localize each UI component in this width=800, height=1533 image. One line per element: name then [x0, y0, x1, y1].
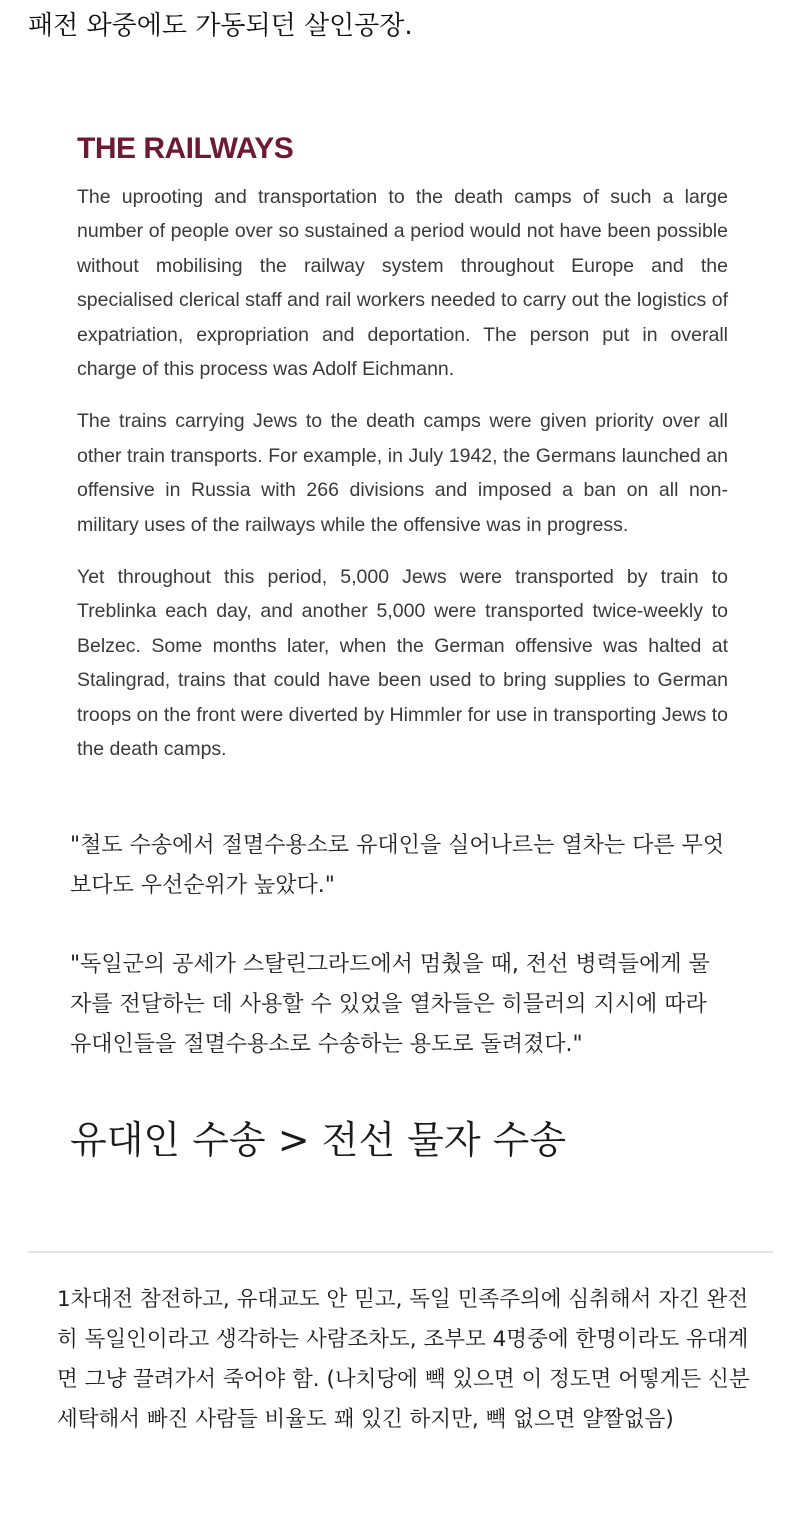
summary-headline: 유대인 수송 > 전선 물자 수송: [70, 1118, 567, 1162]
article-screenshot: [77, 128, 728, 767]
article-heading: THE RAILWAYS: [77, 132, 294, 165]
article-paragraph: The uprooting and transportation to the death camps of such a large number of people over so sustained a period would not have been possible without mobilising the railway system throughout Europe and the specialised clerical staff and rail workers needed to carry out the logistics of expatriation, expropriation and deportation. The person put in overall charge of this process was Adolf Eichmann.: [77, 186, 728, 381]
article-paragraph: The trains carrying Jews to the death camps were given priority over all other train transports. For example, in July 1942, the Germans launched an offensive in Russia with 266 divisions and imposed a ban on all non-military uses of the railways while the offensive was in progress.: [77, 410, 728, 536]
translated-quote: "철도 수송에서 절멸수용소로 유대인을 실어나르는 열차는 다른 무엇보다도 우선순위가 높았다.": [70, 833, 725, 898]
section-divider: [28, 1251, 773, 1253]
author-comment: 1차대전 참전하고, 유대교도 안 믿고, 독일 민족주의에 심취해서 자긴 완전히 독일인이라고 생각하는 사람조차도, 조부모 4명중에 한명이라도 유대계면 그냥 끌려가서 죽어야 함. (나치당에 빽 있으면 이 정도면 어떻게든 신분세탁해서 빠진 사람들 비율도 꽤 있긴 하지만, 빽 없으면 얄짤없음): [57, 1287, 750, 1432]
article-paragraph: Yet throughout this period, 5,000 Jews were transported by train to Treblinka each day, and another 5,000 were transported twice-weekly to Belzec. Some months later, when the German offensive was halted at Stalingrad, trains that could have been used to bring supplies to German troops on the front were diverted by Himmler for use in transporting Jews to the death camps.: [77, 566, 728, 761]
post-title: 패전 와중에도 가동되던 살인공장.: [28, 11, 413, 41]
translated-quote: "독일군의 공세가 스탈린그라드에서 멈췄을 때, 전선 병력들에게 물자를 전달하는 데 사용할 수 있었을 열차들은 히믈러의 지시에 따라 유대인들을 절멸수용소로 수송하는 용도로 돌려졌다.": [70, 952, 710, 1057]
